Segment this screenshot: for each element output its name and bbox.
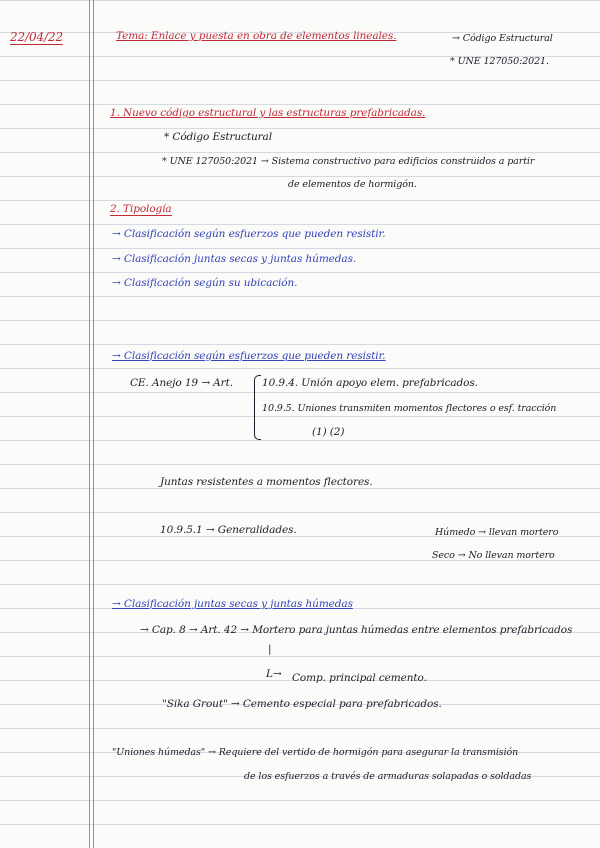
section-2-heading: 2. Tipología xyxy=(110,203,172,215)
uniones-humedas-line1: "Uniones húmedas" → Requiere del vertido de hormigón para asegurar la transmisión xyxy=(112,747,519,758)
section-1-heading: 1. Nuevo código estructural y las estructuras prefabricadas. xyxy=(110,107,426,119)
reference-codigo-estructural: → Código Estructural xyxy=(452,33,553,44)
article-10-9-5-1: 10.9.5.1 → Generalidades. xyxy=(160,524,297,536)
page-title: Tema: Enlace y puesta en obra de elementos lineales. xyxy=(116,30,397,42)
margin-line-left xyxy=(89,0,90,848)
section-1-item-une-cont: de elementos de hormigón. xyxy=(288,179,417,190)
tipologia-item-3: → Clasificación según su ubicación. xyxy=(112,277,298,289)
tipologia-item-1: → Clasificación según esfuerzos que pueden resistir. xyxy=(112,228,386,240)
reference-une: * UNE 127050:2021. xyxy=(450,56,549,67)
sika-grout-note: "Sika Grout" → Cemento especial para prefabricados. xyxy=(162,698,442,710)
note-juntas-resistentes: Juntas resistentes a momentos flectores. xyxy=(160,476,373,488)
tick-mark: | xyxy=(268,643,272,655)
article-10-9-5: 10.9.5. Uniones transmiten momentos flectores o esf. tracción xyxy=(262,403,557,414)
componente-principal: Comp. principal cemento. xyxy=(292,672,427,684)
arrow-mark: L→ xyxy=(266,668,282,680)
side-note-humedo: Húmedo → llevan mortero xyxy=(435,527,559,538)
article-10-9-4: 10.9.4. Unión apoyo elem. prefabricados. xyxy=(262,377,478,389)
article-10-9-5-refs: (1) (2) xyxy=(312,426,345,438)
bracket xyxy=(254,375,261,440)
ce-anejo-label: CE. Anejo 19 → Art. xyxy=(130,377,233,389)
section-1-item-une: * UNE 127050:2021 → Sistema constructivo para edificios construidos a partir xyxy=(162,156,535,167)
section-1-item-codigo: * Código Estructural xyxy=(164,131,272,143)
cap-8-art-42: → Cap. 8 → Art. 42 → Mortero para juntas húmedas entre elementos prefabricados xyxy=(140,624,573,636)
block-2-heading: → Clasificación juntas secas y juntas húmedas xyxy=(112,598,353,610)
date: 22/04/22 xyxy=(10,30,64,44)
block-1-heading: → Clasificación según esfuerzos que pueden resistir. xyxy=(112,350,386,362)
margin-line-right xyxy=(93,0,94,848)
tipologia-item-2: → Clasificación juntas secas y juntas húmedas. xyxy=(112,253,357,265)
side-note-seco: Seco → No llevan mortero xyxy=(432,550,555,561)
uniones-humedas-line2: de los esfuerzos a través de armaduras solapadas o soldadas xyxy=(244,771,532,782)
